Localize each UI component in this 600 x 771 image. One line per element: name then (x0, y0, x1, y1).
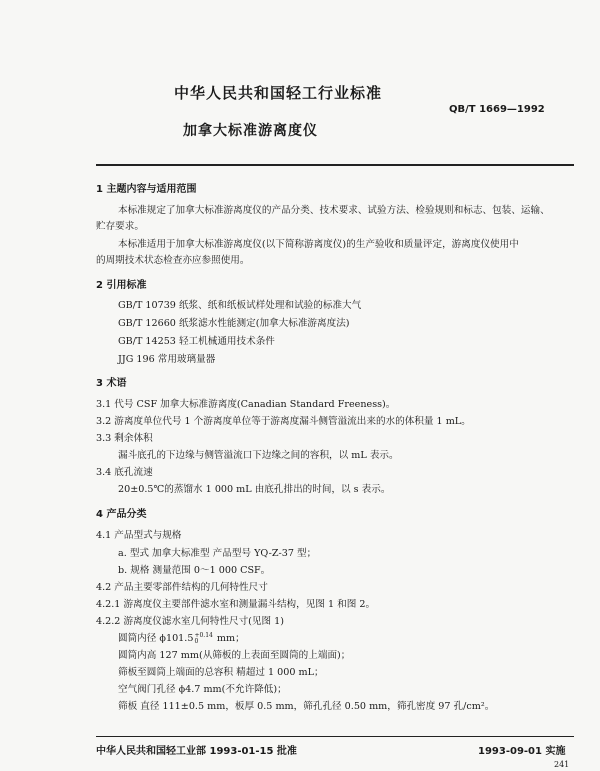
term-3-4-desc: 20±0.5℃的蒸馏水 1 000 mL 由底孔排出的时间，以 s 表示。 (118, 484, 391, 495)
document-title: 加拿大标准游离度仪 (183, 123, 318, 139)
ref-item: GB/T 10739 纸浆、纸和纸板试样处理和试验的标准大气 (118, 300, 362, 311)
standard-code: QB/T 1669—1992 (449, 104, 545, 115)
dim-cylinder-inner-height: 圆筒内高 127 mm(从筛板的上表面至圆筒的上端面)； (118, 650, 351, 661)
approval-line: 中华人民共和国轻工业部 1993-01-15 批准 (96, 746, 297, 757)
section-1-heading: 1 主题内容与适用范围 (96, 184, 197, 195)
ref-item: JJG 196 常用玻璃量器 (118, 354, 216, 365)
dim-cylinder-inner-diameter (118, 630, 245, 645)
page-number: 241 (554, 760, 570, 769)
term-3-1: 3.1 代号 CSF 加拿大标准游离度(Canadian Standard Freeness)。 (96, 399, 396, 410)
header-rule (96, 164, 574, 166)
s1-para2-line1: 本标准适用于加拿大标准游离度仪(以下简称游离度仪)的生产验收和质量评定，游离度仪使用中 (118, 239, 519, 250)
s1-para2-line2: 的周期技术状态检查亦应参照使用。 (96, 255, 250, 266)
clause-4-2-2: 4.2.2 游离度仪滤水室几何特性尺寸(见图 1) (96, 616, 285, 627)
clause-4-1: 4.1 产品型式与规格 (96, 530, 182, 541)
clause-4-1-b: b. 规格 测量范围 0～1 000 CSF。 (118, 565, 271, 576)
s1-para1-line1: 本标准规定了加拿大标准游离度仪的产品分类、技术要求、试验方法、检验规则和标志、包装、运输、 (118, 205, 550, 216)
dim1-prefix: 圆筒内径 ϕ101.5 (118, 633, 194, 644)
term-3-3-desc: 漏斗底孔的下边缘与侧管溢流口下边缘之间的容积，以 mL 表示。 (118, 450, 399, 461)
term-3-3: 3.3 剩余体积 (96, 433, 153, 444)
ref-item: GB/T 14253 轻工机械通用技术条件 (118, 336, 275, 347)
clause-4-2: 4.2 产品主要零部件结构的几何特性尺寸 (96, 582, 268, 593)
clause-4-2-1: 4.2.1 游离度仪主要部件滤水室和测量漏斗结构，见图 1 和图 2。 (96, 599, 376, 610)
dim1-lower-tolerance: 0 (194, 637, 199, 645)
section-4-heading: 4 产品分类 (96, 509, 147, 520)
implementation-date: 1993-09-01 实施 (478, 746, 566, 757)
term-3-2: 3.2 游离度单位代号 1 个游离度单位等于游离度漏斗侧管溢流出来的水的体积量 1 mL。 (96, 416, 471, 427)
dim-air-valve-hole: 空气阀门孔径 ϕ4.7 mm(不允许降低)； (118, 684, 287, 695)
section-3-heading: 3 术语 (96, 378, 127, 389)
section-2-heading: 2 引用标准 (96, 280, 147, 291)
ref-item: GB/T 12660 纸浆滤水性能测定(加拿大标准游离度法) (118, 318, 350, 329)
footer-rule (96, 736, 574, 737)
dim1-suffix: mm； (213, 633, 245, 644)
dim-total-volume: 筛板至圆筒上端面的总容积 精超过 1 000 mL； (118, 667, 324, 678)
ministry-standard-heading: 中华人民共和国轻工行业标准 (174, 84, 383, 102)
clause-4-1-a: a. 型式 加拿大标准型 产品型号 YQ-Z-37 型； (118, 548, 317, 559)
term-3-4: 3.4 底孔流速 (96, 467, 153, 478)
s1-para1-line2: 贮存要求。 (96, 221, 144, 232)
dim-screen-plate: 筛板 直径 111±0.5 mm，板厚 0.5 mm，筛孔孔径 0.50 mm，筛孔密度 97 孔/cm²。 (118, 701, 495, 712)
dim1-upper-tolerance: +0.14 (194, 631, 213, 639)
